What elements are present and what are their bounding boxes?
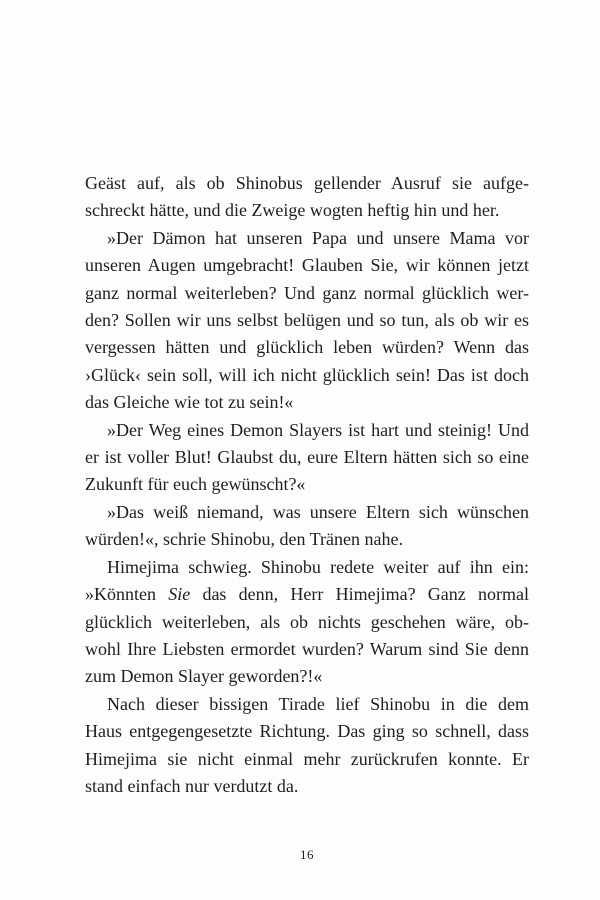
text-line: Himejima schwieg. Shinobu redete weiter auf ihn ein:	[107, 556, 529, 577]
text-line: Nach dieser bissigen Tirade lief Shinobu in die dem	[107, 693, 529, 714]
text-line: »Der Dämon hat unseren Papa und unsere Mama vor	[107, 227, 529, 248]
page-number: 16	[300, 847, 314, 862]
text-line: würden!«, schrie Shinobu, den Tränen nahe.	[85, 529, 403, 550]
page-text	[85, 170, 529, 800]
text-line: unseren Augen umgebracht! Glauben Sie, wir können jetzt	[85, 255, 529, 276]
text-line: stand einfach nur verdutzt da.	[85, 775, 299, 796]
text-line: vergessen hätten und glücklich leben würden? Wenn das	[85, 337, 529, 358]
text-line: ganz normal weiterleben? Und ganz normal glücklich wer-	[85, 282, 529, 303]
text-line: den? Sollen wir uns selbst belügen und so tun, als ob wir es	[85, 310, 529, 331]
text-line: das Gleiche wie tot zu sein!«	[85, 392, 294, 413]
text-line: »Der Weg eines Demon Slayers ist hart und steinig! Und	[107, 419, 529, 440]
text-line: er ist voller Blut! Glaubst du, eure Eltern hätten sich so eine	[85, 447, 529, 468]
text-line: glücklich weiterleben, als ob nichts geschehen wäre, ob-	[85, 611, 529, 632]
text-line: Zukunft für euch gewünscht?«	[85, 474, 306, 495]
text-line: Haus entgegengesetzte Richtung. Das ging so schnell, dass	[85, 721, 529, 742]
text-line: »Das weiß niemand, was unsere Eltern sich wünschen	[107, 501, 529, 522]
text-line: »Könnten Sie das denn, Herr Himejima? Ganz normal	[85, 584, 529, 605]
text-line: ›Glück‹ sein soll, will ich nicht glücklich sein! Das ist doch	[85, 364, 529, 385]
text-line: Himejima sie nicht einmal mehr zurückrufen konnte. Er	[85, 748, 529, 769]
text-line: wohl Ihre Liebsten ermordet wurden? Warum sind Sie denn	[85, 638, 529, 659]
text-line: zum Demon Slayer geworden?!«	[85, 666, 323, 687]
text-line: schreckt hätte, und die Zweige wogten heftig hin und her.	[85, 200, 500, 221]
text-line: Geäst auf, als ob Shinobus gellender Ausruf sie aufge-	[85, 173, 529, 193]
